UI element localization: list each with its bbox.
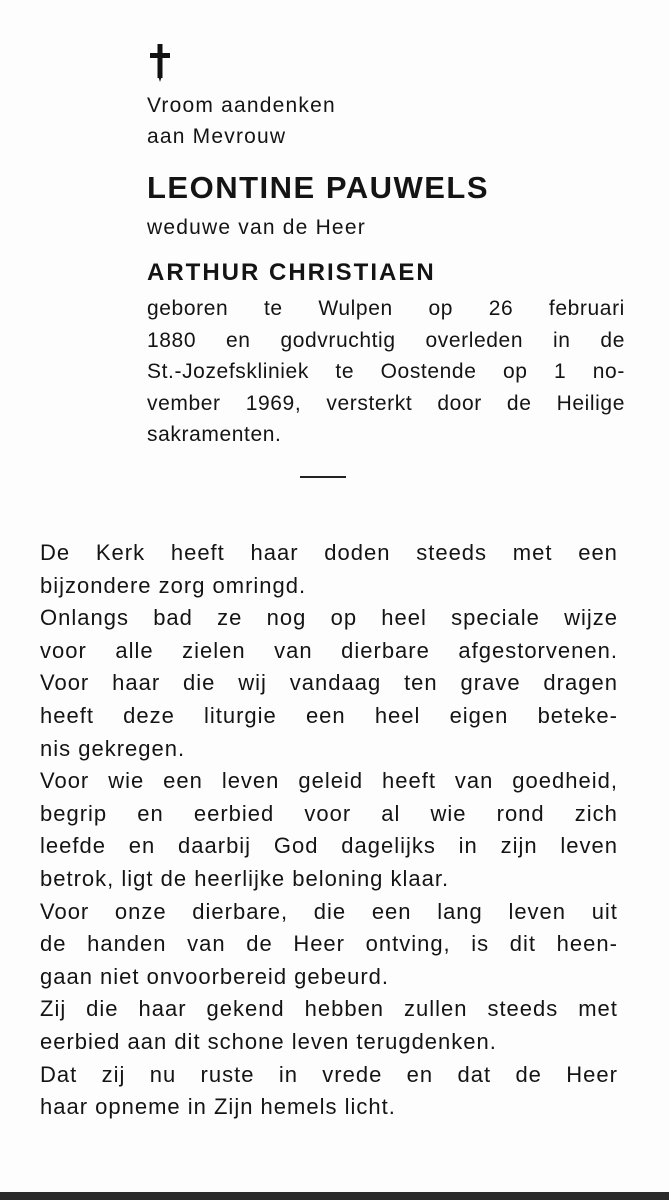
- prayer-line: Voor wie een leven geleid heeft van goedheid,: [40, 768, 618, 794]
- prayer-line: Onlangs bad ze nog op heel speciale wijze: [40, 605, 618, 631]
- prayer-line: betrok, ligt de heerlijke beloning klaar.: [40, 865, 450, 891]
- addressee-line: aan Mevrouw: [147, 125, 287, 148]
- remembrance-line: Vroom aandenken: [147, 94, 336, 117]
- bio-line: 1880 en godvruchtig overleden in de: [147, 328, 625, 352]
- prayer-line: Voor haar die wij vandaag ten grave dragen: [40, 670, 618, 696]
- bio-line: vember 1969, versterkt door de Heilige: [147, 391, 625, 415]
- prayer-line: nis gekregen.: [40, 735, 186, 761]
- prayer-text: [40, 537, 618, 1124]
- prayer-line: begrip en eerbied voor al wie rond zich: [40, 800, 618, 826]
- prayer-line: Voor onze dierbare, die een lang leven uit: [40, 898, 618, 924]
- bio-line: geboren te Wulpen op 26 februari: [147, 297, 625, 320]
- header-block: [147, 90, 627, 451]
- prayer-line: heeft deze liturgie een heel eigen beteke-: [40, 702, 618, 728]
- bio-line: sakramenten.: [147, 423, 282, 446]
- husband-name: ARTHUR CHRISTIAEN: [147, 259, 436, 286]
- divider: [300, 476, 346, 478]
- prayer-line: voor alle zielen van dierbare afgestorvenen.: [40, 637, 618, 663]
- scan-edge: [0, 1192, 669, 1200]
- prayer-line: Dat zij nu ruste in vrede en dat de Heer: [40, 1061, 618, 1087]
- prayer-line: gaan niet onvoorbereid gebeurd.: [40, 963, 390, 989]
- cross-icon: [149, 44, 171, 84]
- prayer-line: haar opneme in Zijn hemels licht.: [40, 1094, 396, 1120]
- prayer-line: De Kerk heeft haar doden steeds met een: [40, 540, 618, 565]
- prayer-line: eerbied aan dit schone leven terugdenken.: [40, 1028, 497, 1054]
- prayer-line: bijzondere zorg omringd.: [40, 572, 307, 598]
- deceased-name: LEONTINE PAUWELS: [147, 170, 490, 205]
- prayer-line: leefde en daarbij God dagelijks in zijn leven: [40, 833, 618, 859]
- biography: [147, 293, 625, 451]
- prayer-line: de handen van de Heer ontving, is dit heen-: [40, 931, 618, 957]
- widow-line: weduwe van de Heer: [147, 216, 366, 239]
- bio-line: St.-Jozefskliniek te Oostende op 1 no-: [147, 360, 625, 383]
- prayer-line: Zij die haar gekend hebben zullen steeds met: [40, 996, 618, 1022]
